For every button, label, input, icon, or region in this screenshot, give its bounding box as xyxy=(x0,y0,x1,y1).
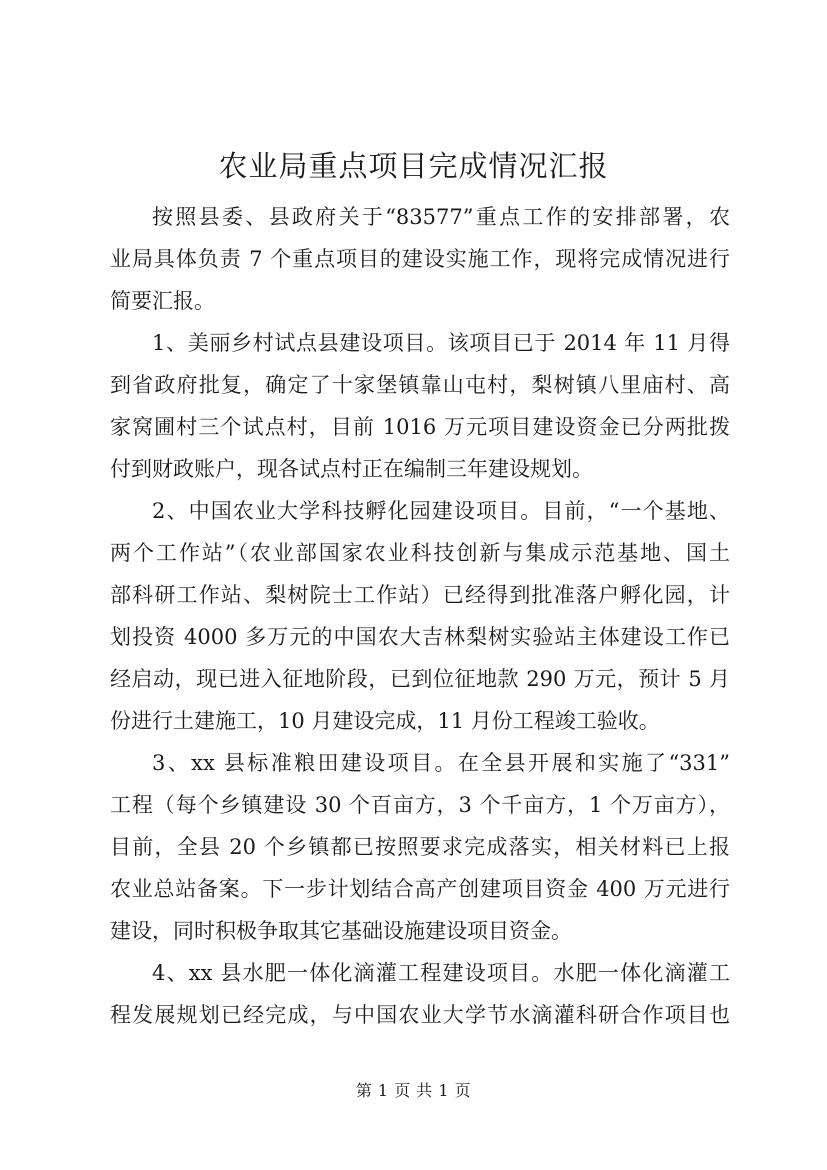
paragraph-line: 简要汇报。 xyxy=(110,289,215,313)
document-body xyxy=(110,196,730,1036)
page-footer: 第 1 页 共 1 页 xyxy=(355,1081,472,1100)
paragraph-line: 工程（每个乡镇建设 30 个百亩方，3 个千亩方，1 个万亩方）， xyxy=(110,793,730,817)
paragraph-line: 程发展规划已经完成，与中国农业大学节水滴灌科研合作项目也 xyxy=(110,1003,730,1027)
paragraph-line: 农业总站备案。下一步计划结合高产创建项目资金 400 万元进行 xyxy=(110,877,730,901)
paragraph-line: 到省政府批复，确定了十家堡镇靠山屯村，梨树镇八里庙村、高 xyxy=(110,373,730,397)
paragraph-line: 按照县委、县政府关于“83577”重点工作的安排部署，农 xyxy=(152,205,730,229)
paragraph-line: 1、美丽乡村试点县建设项目。该项目已于 2014 年 11 月得 xyxy=(152,331,730,355)
paragraph-line: 部科研工作站、梨树院士工作站）已经得到批准落户孵化园，计 xyxy=(110,583,730,607)
paragraph-line: 3、xx 县标准粮田建设项目。在全县开展和实施了“331” xyxy=(152,751,730,775)
paragraph-line: 家窝圃村三个试点村，目前 1016 万元项目建设资金已分两批拨 xyxy=(110,415,730,439)
paragraph-line: 建设，同时积极争取其它基础设施建设项目资金。 xyxy=(110,919,572,943)
paragraph-line: 划投资 4000 多万元的中国农大吉林梨树实验站主体建设工作已 xyxy=(110,625,730,649)
paragraph-line: 经启动，现已进入征地阶段，已到位征地款 290 万元，预计 5 月 xyxy=(110,667,730,691)
paragraph-line: 2、中国农业大学科技孵化园建设项目。目前，“一个基地、 xyxy=(152,499,730,523)
paragraph-line: 4、xx 县水肥一体化滴灌工程建设项目。水肥一体化滴灌工 xyxy=(152,961,730,985)
paragraph-line: 付到财政账户，现各试点村正在编制三年建设规划。 xyxy=(110,457,593,481)
paragraph-line: 两个工作站”（农业部国家农业科技创新与集成示范基地、国土 xyxy=(110,541,730,565)
paragraph-line: 份进行土建施工，10 月建设完成，11 月份工程竣工验收。 xyxy=(110,709,660,733)
paragraph-line: 业局具体负责 7 个重点项目的建设实施工作，现将完成情况进行 xyxy=(110,247,730,271)
document-title: 农业局重点项目完成情况汇报 xyxy=(218,149,609,183)
paragraph-line: 目前，全县 20 个乡镇都已按照要求完成落实，相关材料已上报 xyxy=(110,835,730,859)
